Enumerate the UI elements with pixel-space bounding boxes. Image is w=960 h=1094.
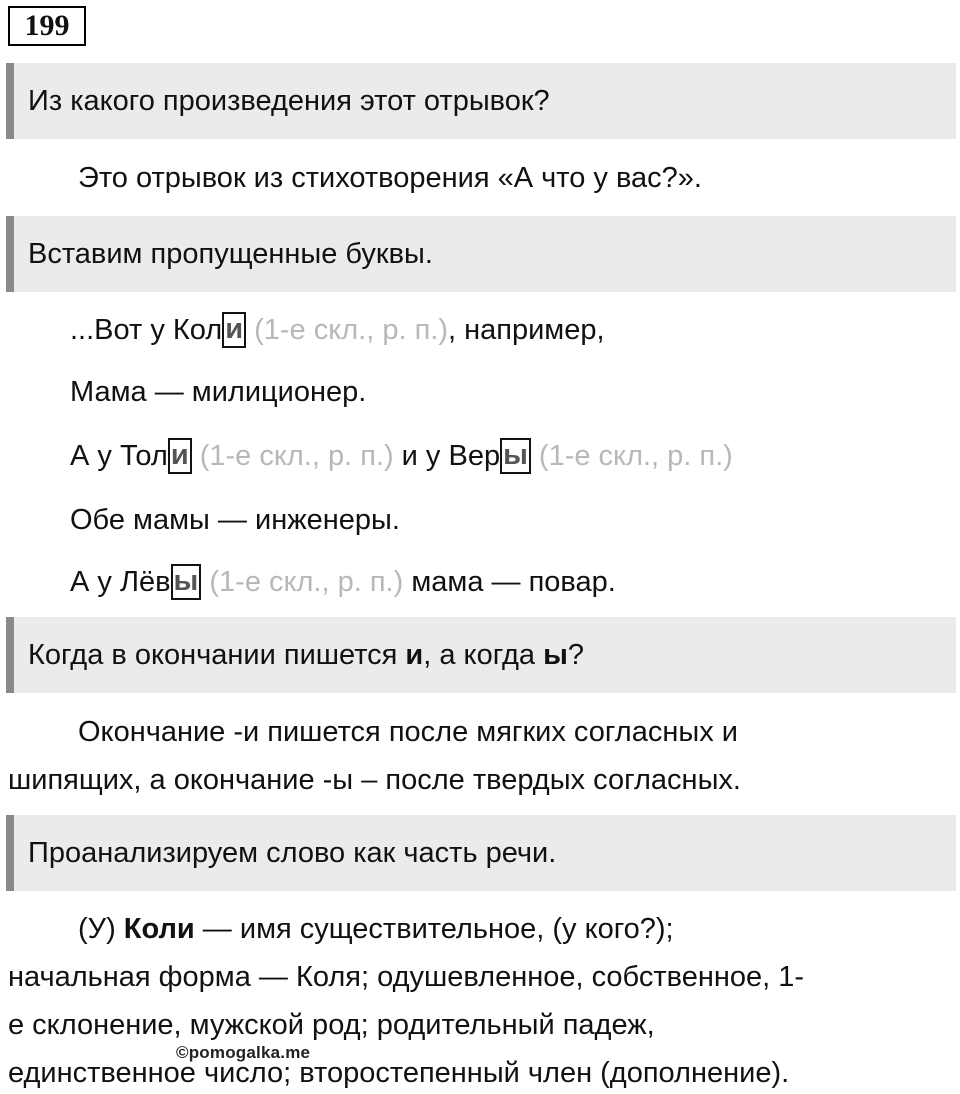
- answer-4-text: — имя существительное, (у кого?);: [194, 913, 674, 945]
- exercise-number: 199: [8, 6, 86, 46]
- grammar-note: (1-е скл., р. п.): [191, 440, 394, 472]
- grammar-note: (1-е скл., р. п.): [246, 314, 448, 346]
- question-1-text: Из какого произведения этот отрывок?: [28, 85, 550, 117]
- bold-letter: и: [405, 639, 424, 671]
- question-bar-3: [6, 617, 956, 693]
- poem-text: ...Вот у Кол: [70, 314, 223, 346]
- analyzed-word: Коли: [123, 913, 195, 945]
- question-3-text: Когда в окончании пишется и, а когда ы?: [28, 639, 584, 671]
- question-bar-2: [6, 216, 956, 292]
- poem-text: мама — повар.: [403, 566, 616, 598]
- poem-line-3: [0, 438, 960, 474]
- poem-text: Мама — милиционер.: [70, 376, 367, 408]
- answer-4-text: единственное число; второстепенный член (дополнение).: [8, 1057, 790, 1089]
- answer-3-text: шипящих, а окончание -ы – после твердых согласных.: [8, 764, 741, 796]
- answer-1-text: Это отрывок из стихотворения «А что у вас?».: [78, 162, 702, 194]
- answer-4-text: (У): [78, 913, 124, 945]
- inserted-letter: и: [222, 312, 246, 348]
- poem-text: и у Вер: [393, 440, 501, 472]
- poem-line-2: [0, 374, 960, 410]
- poem-text: , например,: [448, 314, 605, 346]
- answer-4-text: е склонение, мужской род; родительный падеж,: [8, 1009, 655, 1041]
- answer-1: [0, 160, 960, 196]
- question-2-text: Вставим пропущенные буквы.: [28, 238, 433, 270]
- poem-text: Обе мамы — инженеры.: [70, 504, 400, 536]
- poem-line-1: [0, 312, 960, 348]
- inserted-letter: ы: [171, 564, 202, 600]
- question-4-text: Проанализируем слово как часть речи.: [28, 837, 557, 869]
- poem-text: А у Тол: [70, 440, 168, 472]
- question-bar-4: [6, 815, 956, 891]
- grammar-note: (1-е скл., р. п.): [530, 440, 733, 472]
- answer-4-text: начальная форма — Коля; одушевленное, собственное, 1-: [8, 961, 805, 993]
- poem-text: А у Лёв: [70, 566, 171, 598]
- inserted-letter: ы: [500, 438, 531, 474]
- grammar-note: (1-е скл., р. п.): [201, 566, 404, 598]
- watermark: ©pomogalka.me: [176, 1043, 311, 1062]
- answer-4-line-3: [0, 1007, 960, 1043]
- question-bar-1: [6, 63, 956, 139]
- answer-4-line-1: [0, 911, 960, 947]
- bold-letter: ы: [543, 639, 568, 671]
- poem-line-4: [0, 502, 960, 538]
- inserted-letter: и: [168, 438, 192, 474]
- poem-line-5: [0, 564, 960, 600]
- answer-3-text: Окончание -и пишется после мягких согласных и: [78, 716, 738, 748]
- answer-3-line-2: [0, 762, 960, 798]
- answer-3-line-1: [0, 714, 960, 750]
- answer-4-line-4: [0, 1055, 960, 1091]
- answer-4-line-2: [0, 959, 960, 995]
